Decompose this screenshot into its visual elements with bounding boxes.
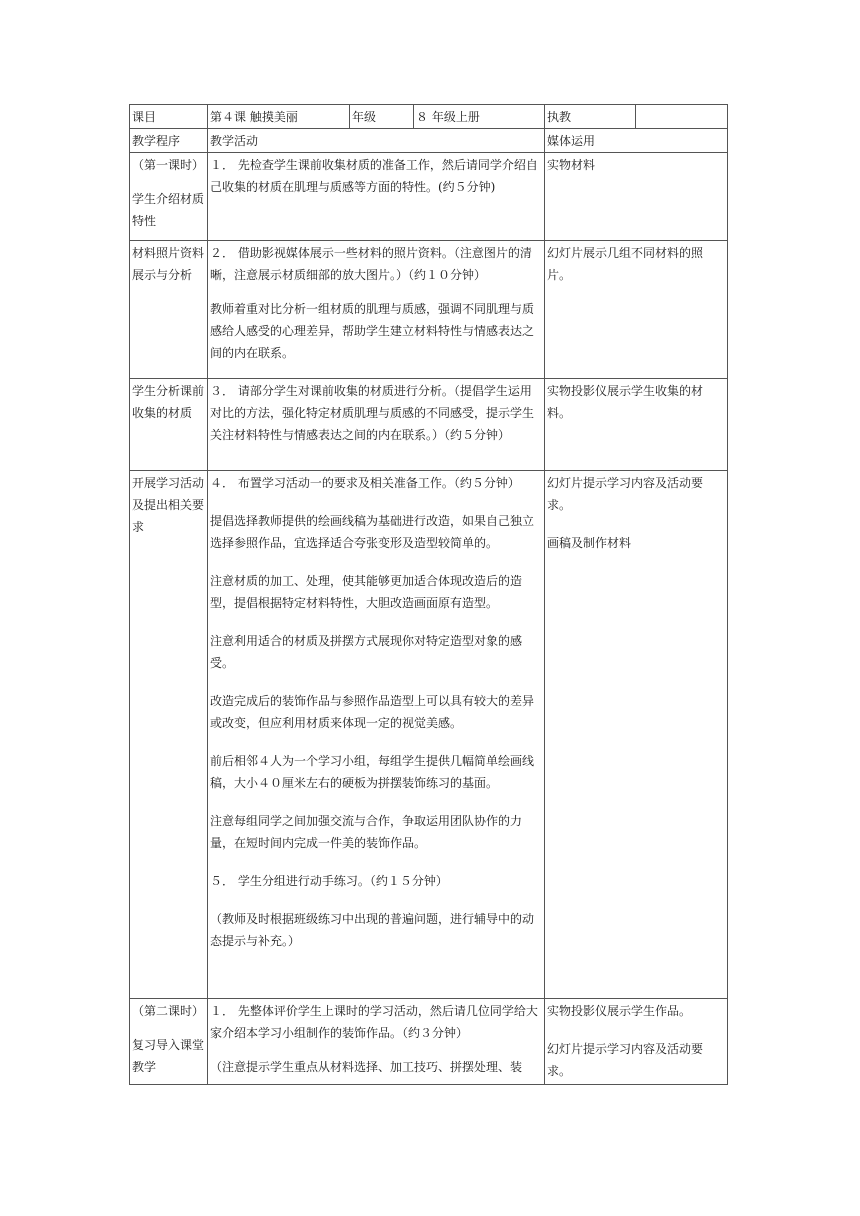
procedure-text: （第一课时）: [132, 158, 205, 172]
procedure-text: 学生介绍材质特性: [132, 192, 205, 228]
procedure-cell: [130, 999, 208, 1085]
grade-label: 年级: [350, 105, 414, 129]
media-cell: [545, 379, 728, 471]
table-row: [130, 241, 728, 379]
activities-cell: [208, 471, 545, 999]
activities-header: 教学活动: [208, 129, 545, 153]
course-value: 第４课 触摸美丽: [208, 105, 350, 129]
media-text: 实物材料: [547, 158, 596, 172]
media-cell: [545, 999, 728, 1085]
media-text: 画稿及制作材料: [547, 536, 632, 550]
table-row: [130, 379, 728, 471]
procedure-text: 材料照片资料展示与分析: [132, 246, 205, 282]
activities-cell: [208, 999, 545, 1085]
media-text: 实物投影仪展示学生收集的材料。: [547, 384, 704, 420]
media-cell: [545, 241, 728, 379]
activity-text: （注意提示学生重点从材料选择、加工技巧、拼摆处理、装: [210, 1060, 523, 1074]
activity-text: １． 先检查学生课前收集材质的准备工作，然后请同学介绍自己收集的材质在肌理与质感等方面的特性。(约５分钟): [210, 158, 538, 194]
activity-text: 注意利用适合的材质及拼摆方式展现你对特定造型对象的感受。: [210, 634, 523, 670]
media-text: 幻灯片展示几组不同材料的照片。: [547, 246, 704, 282]
media-cell: [545, 471, 728, 999]
activity-text: ４． 布置学习活动一的要求及相关准备工作。（约５分钟）: [210, 476, 520, 490]
activity-text: ２． 借助影视媒体展示一些材料的照片资料。（注意图片的清晰，注意展示材质细部的放大图片。）（约１０分钟）: [210, 246, 532, 282]
grade-value: ８ 年级上册: [414, 105, 545, 129]
procedure-header: 教学程序: [130, 129, 208, 153]
media-cell: [545, 153, 728, 241]
procedure-text: （第二课时）: [132, 1004, 205, 1018]
activity-text: 提倡选择教师提供的绘画线稿为基础进行改造，如果自己独立选择参照作品，宜选择适合夸张变形及造型较简单的。: [210, 514, 535, 550]
media-text: 实物投影仪展示学生作品。: [547, 1004, 692, 1018]
activity-text: 改造完成后的装饰作品与参照作品造型上可以具有较大的差异或改变，但应利用材质来体现一定的视觉美感。: [210, 694, 535, 730]
activity-text: 注意每组同学之间加强交流与合作，争取运用团队协作的力量，在短时间内完成一件美的装饰作品。: [210, 814, 523, 850]
activity-text: １． 先整体评价学生上课时的学习活动，然后请几位同学给大家介绍本学习小组制作的装饰作品。（约３分钟）: [210, 1004, 538, 1040]
teacher-label: 执教: [545, 105, 636, 129]
procedure-text: 复习导入课堂教学: [132, 1038, 205, 1074]
media-header: 媒体运用: [545, 129, 728, 153]
media-text: 幻灯片提示学习内容及活动要求。: [547, 476, 704, 512]
procedure-cell: [130, 379, 208, 471]
lesson-plan-table: [129, 104, 728, 1085]
procedure-cell: [130, 471, 208, 999]
activity-text: ３． 请部分学生对课前收集的材质进行分析。（提倡学生运用对比的方法，强化特定材质肌理与质感的不同感受，提示学生关注材料特性与情感表达之间的内在联系。）（约５分钟）: [210, 384, 535, 442]
activity-text: 前后相邻４人为一个学习小组，每组学生提供几幅简单绘画线稿，大小４０厘米左右的硬板为拼摆装饰练习的基面。: [210, 754, 535, 790]
activity-text: 教师着重对比分析一组材质的肌理与质感，强调不同肌理与质感给人感受的心理差异，帮助学生建立材料特性与情感表达之间的内在联系。: [210, 302, 535, 360]
table-row: [130, 471, 728, 999]
table-row: [130, 153, 728, 241]
activities-cell: [208, 379, 545, 471]
activity-text: （教师及时根据班级练习中出现的普遍问题，进行辅导中的动态提示与补充。）: [210, 912, 535, 948]
course-label: 课目: [130, 105, 208, 129]
procedure-text: 开展学习活动及提出相关要求: [132, 476, 205, 534]
media-text: 幻灯片提示学习内容及活动要求。: [547, 1042, 704, 1078]
activities-cell: [208, 241, 545, 379]
column-header-row: [130, 129, 728, 153]
activity-text: ５． 学生分组进行动手练习。（约１５分钟）: [210, 874, 448, 888]
header-row: [130, 105, 728, 129]
teacher-value: [636, 105, 728, 129]
procedure-cell: [130, 241, 208, 379]
activities-cell: [208, 153, 545, 241]
procedure-cell: [130, 153, 208, 241]
activity-text: 注意材质的加工、处理，使其能够更加适合体现改造后的造型，提倡根据特定材料特性，大胆改造画面原有造型。: [210, 574, 523, 610]
table-row: [130, 999, 728, 1085]
procedure-text: 学生分析课前收集的材质: [132, 384, 205, 420]
